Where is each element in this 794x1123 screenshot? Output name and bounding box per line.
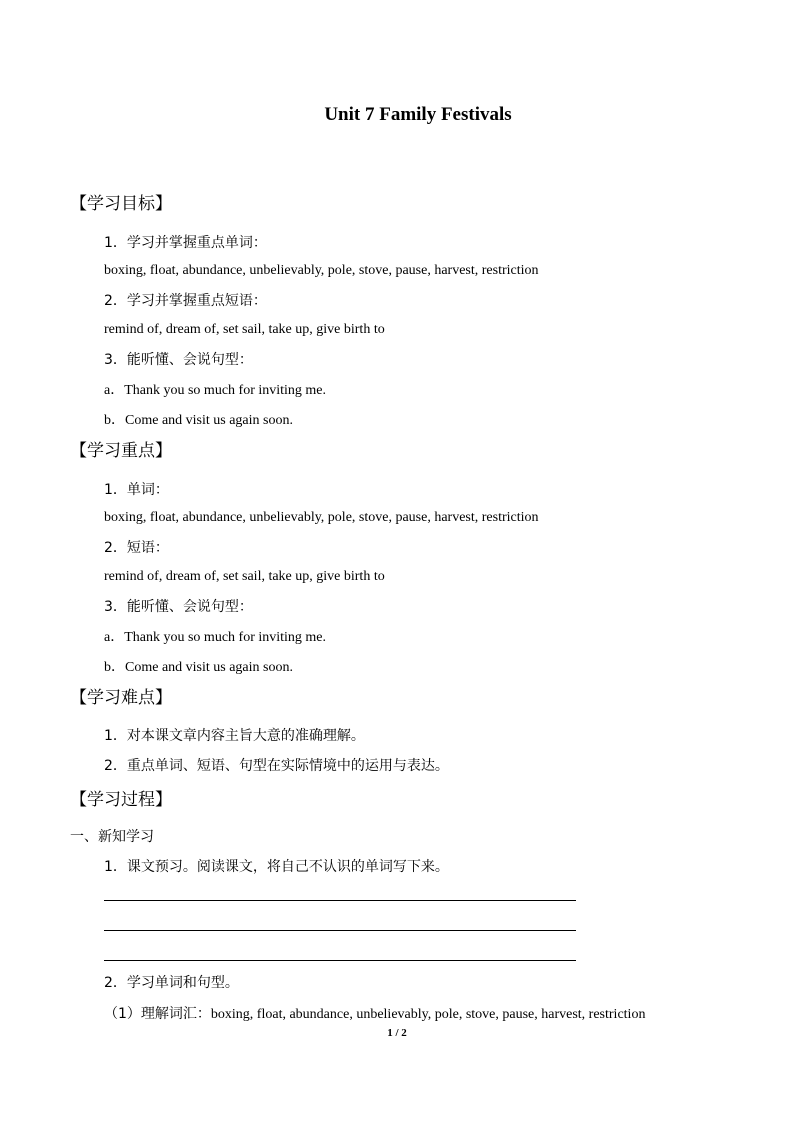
key-points-sentence-b: b．Come and visit us again soon. [104, 660, 293, 675]
key-points-item1-words: boxing, float, abundance, unbelievably, pole, stove, pause, harvest, restriction [104, 510, 539, 525]
objectives-heading: 【学习目标】 [70, 194, 172, 214]
key-points-heading: 【学习重点】 [70, 441, 172, 461]
key-points-sentence-a: a．Thank you so much for inviting me. [104, 630, 327, 645]
objectives-item1-label: 1．学习并掌握重点单词： [104, 235, 267, 251]
process-step1: 1．课文预习。阅读课文，将自己不认识的单词写下来。 [104, 859, 449, 875]
answer-line-2[interactable] [104, 930, 576, 931]
answer-line-1[interactable] [104, 900, 576, 901]
process-part1-title: 一、新知学习 [70, 829, 154, 845]
objectives-item2-phrases: remind of, dream of, set sail, take up, give birth to [104, 322, 385, 337]
objectives-sentence-b: b．Come and visit us again soon. [104, 413, 293, 428]
difficulties-heading: 【学习难点】 [70, 688, 172, 708]
page-title: Unit 7 Family Festivals [324, 104, 512, 125]
process-step2-sub-label: （1）理解词汇： [104, 1006, 211, 1022]
answer-line-3[interactable] [104, 960, 576, 961]
objectives-item3-label: 3．能听懂、会说句型： [104, 352, 253, 368]
objectives-item2-label: 2．学习并掌握重点短语： [104, 293, 267, 309]
process-step2-sub-words: boxing, float, abundance, unbelievably, pole, stove, pause, harvest, restriction [210, 1007, 646, 1022]
key-points-item2-label: 2．短语： [104, 540, 169, 556]
objectives-item1-words: boxing, float, abundance, unbelievably, pole, stove, pause, harvest, restriction [104, 263, 539, 278]
process-step2-sub [104, 1003, 645, 1023]
key-points-item2-phrases: remind of, dream of, set sail, take up, give birth to [104, 569, 385, 584]
process-step2: 2．学习单词和句型。 [104, 975, 239, 991]
difficulties-item2: 2．重点单词、短语、句型在实际情境中的运用与表达。 [104, 758, 449, 774]
key-points-item3-label: 3．能听懂、会说句型： [104, 599, 253, 615]
difficulties-item1: 1．对本课文章内容主旨大意的准确理解。 [104, 728, 365, 744]
page-number: 1 / 2 [387, 1027, 407, 1039]
objectives-sentence-a: a．Thank you so much for inviting me. [104, 383, 327, 398]
process-heading: 【学习过程】 [70, 790, 172, 810]
key-points-item1-label: 1．单词： [104, 482, 169, 498]
